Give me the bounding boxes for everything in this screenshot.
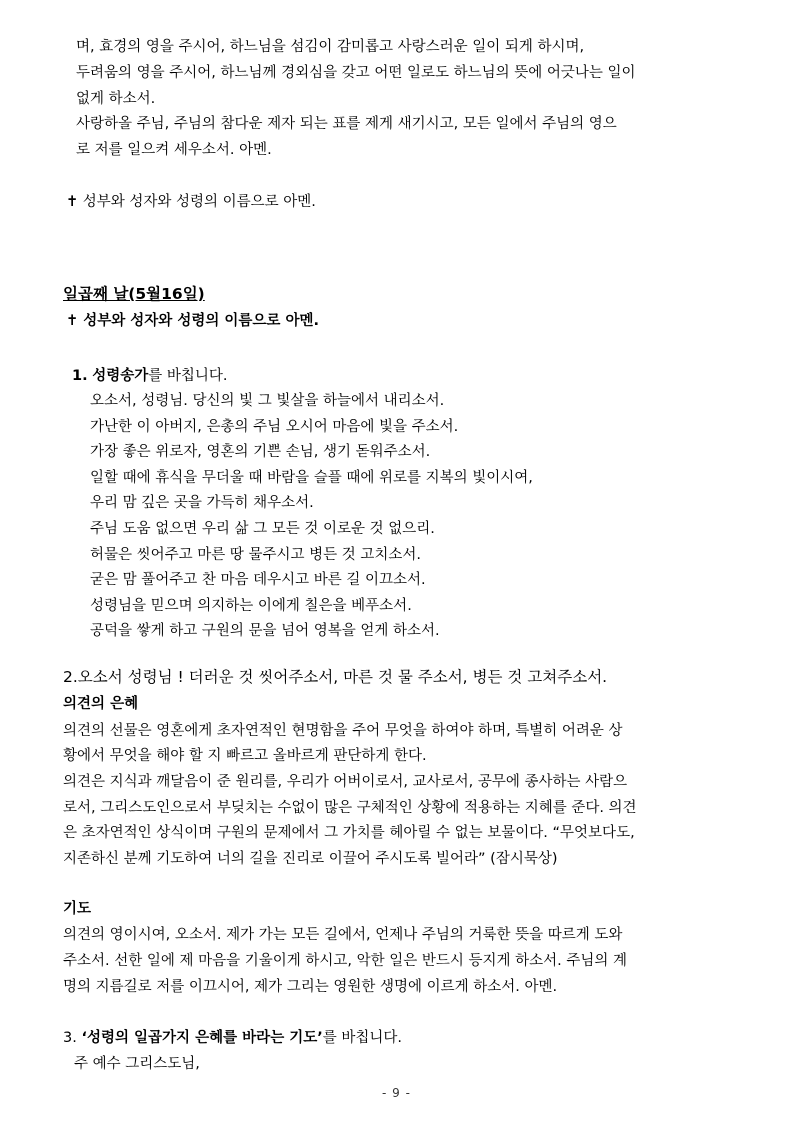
gift-line: 지존하신 분께 기도하여 너의 길을 진리로 이끌어 주시도록 빌어라” (잠시묵상) bbox=[63, 851, 558, 867]
hymn-number: 1. bbox=[72, 368, 88, 384]
prayer-line: 사랑하올 주님, 주님의 참다운 제자 되는 표를 제게 새기시고, 모든 일에서 주님의 영으 bbox=[76, 116, 617, 132]
hymn-line: 우리 맘 깊은 곳을 가득히 채우소서. bbox=[90, 495, 314, 511]
hymn-line: 굳은 맘 풀어주고 찬 마음 데우시고 바른 길 이끄소서. bbox=[90, 572, 426, 588]
hymn-line: 공덕을 쌓게 하고 구원의 문을 넘어 영복을 얻게 하소서. bbox=[90, 623, 440, 639]
hymn-suffix: 를 바칩니다. bbox=[148, 368, 228, 384]
prayer-line: 두려움의 영을 주시어, 하느님께 경외심을 갖고 어떤 일로도 하느님의 뜻에 어긋나는 일이 bbox=[76, 65, 636, 81]
gift-title: 의견의 은혜 bbox=[63, 696, 139, 712]
closing-prayer-line: 주소서. 선한 일에 제 마음을 기울이게 하시고, 악한 일은 반드시 등지게 하소서. 주님의 계 bbox=[63, 953, 627, 969]
gift-line: 황에서 무엇을 해야 할 지 빠르고 올바르게 판단하게 한다. bbox=[63, 748, 427, 764]
page-number: - 9 - bbox=[382, 1086, 411, 1100]
gift-line: 로서, 그리스도인으로서 부딪치는 수없이 많은 구체적인 상황에 적용하는 지혜를 준다. 의견 bbox=[63, 800, 637, 816]
seven-gifts-heading bbox=[63, 1028, 402, 1048]
prayer-line: 로 저를 일으켜 세우소서. 아멘. bbox=[76, 142, 272, 158]
gift-line: 의견은 지식과 깨달음이 준 원리를, 우리가 어버이로서, 교사로서, 공무에 종사하는 사람으 bbox=[63, 774, 628, 790]
invocation-line: 2.오소서 성령님 ! 더러운 것 씻어주소서, 마른 것 물 주소서, 병든 것 고쳐주소서. bbox=[63, 668, 608, 686]
prayer-line: 며, 효경의 영을 주시어, 하느님을 섬김이 감미롭고 사랑스러운 일이 되게 하시며, bbox=[76, 39, 585, 55]
gift-line: 의견의 선물은 영혼에게 초자연적인 현명함을 주어 무엇을 하여야 하며, 특별히 어려운 상 bbox=[63, 723, 623, 739]
seven-gifts-title: ‘성령의 일곱가지 은혜를 바라는 기도’ bbox=[81, 1030, 323, 1046]
hymn-line: 일할 때에 휴식을 무더울 때 바람을 슬플 때에 위로를 지복의 빛이시여, bbox=[90, 470, 533, 486]
hymn-line: 가난한 이 아버지, 은총의 주님 오시어 마음에 빛을 주소서. bbox=[90, 419, 459, 435]
closing-prayer-line: 명의 지름길로 저를 이끄시어, 제가 그리는 영원한 생명에 이르게 하소서. 아멘. bbox=[63, 979, 558, 995]
prayer-line: 없게 하소서. bbox=[76, 91, 156, 107]
closing-prayer-line: 의견의 영이시여, 오소서. 제가 가는 모든 길에서, 언제나 주님의 거룩한 뜻을 따르게 도와 bbox=[63, 927, 623, 943]
hymn-line: 허물은 씻어주고 마른 땅 물주시고 병든 것 고치소서. bbox=[90, 547, 422, 563]
hymn-line: 주님 도움 없으면 우리 삶 그 모든 것 이로운 것 없으리. bbox=[90, 521, 435, 537]
day-heading: 일곱째 날(5월16일) bbox=[63, 285, 205, 303]
gift-line: 은 초자연적인 상식이며 구원의 문제에서 그 가치를 헤아릴 수 없는 보물이다. “무엇보다도, bbox=[63, 825, 635, 841]
hymn-heading bbox=[72, 366, 228, 386]
hymn-line: 가장 좋은 위로자, 영혼의 기쁜 손님, 생기 돋워주소서. bbox=[90, 444, 431, 460]
prayer-title: 기도 bbox=[63, 901, 92, 917]
hymn-title: 성령송가 bbox=[92, 368, 149, 384]
hymn-line: 성령님을 믿으며 의지하는 이에게 칠은을 베푸소서. bbox=[90, 598, 412, 614]
closing-sign-of-cross: ✝ 성부와 성자와 성령의 이름으로 아멘. bbox=[66, 194, 316, 210]
seven-gifts-number: 3. bbox=[63, 1030, 77, 1046]
hymn-line: 오소서, 성령님. 당신의 빛 그 빛살을 하늘에서 내리소서. bbox=[90, 393, 445, 409]
seven-gifts-first-line: 주 예수 그리스도님, bbox=[74, 1056, 200, 1072]
sign-of-cross: ✝ 성부와 성자와 성령의 이름으로 아멘. bbox=[66, 313, 320, 329]
seven-gifts-suffix: 를 바칩니다. bbox=[322, 1030, 403, 1046]
